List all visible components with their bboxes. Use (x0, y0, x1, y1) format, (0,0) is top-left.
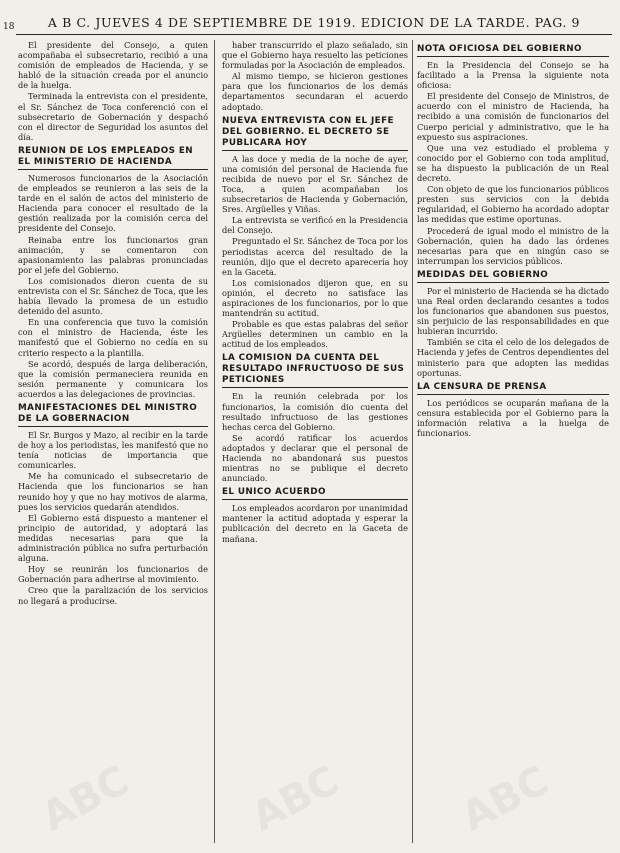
column-2 (222, 40, 408, 843)
paragraph: El Gobierno está dispuesto a mantener el principio de autoridad, y adoptará las medidas necesarias para que la administración pública no sufra perturbación alguna. (18, 512, 208, 564)
paragraph: Probable es que estas palabras del señor Argüelles determinen un cambio en la actitud de los empleados. (222, 319, 408, 350)
paragraph: Se acordó, después de larga deliberación, que la comisión permaneciera reunida en sesión permanente y comunicara los acuerdos a las delegaciones de provincias. (18, 358, 208, 399)
watermark-logo: ABC (454, 757, 557, 841)
paragraph: El presidente del Consejo de Ministros, de acuerdo con el ministro de Hacienda, ha recibido a una comisión de funcionarios del Cuerpo pericial y administrativo, que le ha expuesto sus aspiraciones. (417, 91, 609, 142)
paragraph: En la reunión celebrada por los funcionarios, la comisión dio cuenta del resultado infructuoso de las gestiones hechas cerca del Gobierno. (222, 391, 408, 432)
paragraph: Creo que la paralización de los servicios no llegará a producirse. (18, 585, 208, 606)
section-headline: EL UNICO ACUERDO (222, 487, 408, 500)
paragraph: El presidente del Consejo, a quien acompañaba el subsecretario, recibió a una comisión de empleados de Hacienda, y se habló de la situación creada por el anuncio de la huelga. (18, 40, 208, 91)
paragraph: Se acordó ratificar los acuerdos adoptados y declarar que el personal de Hacienda no abandonará sus puestos mientras no se publique el decreto anunciado. (222, 432, 408, 484)
paragraph: Me ha comunicado el subsecretario de Hacienda que los funcionarios se han reunido hoy y que no hay motivos de alarma, pues los servicios quedarán atendidos. (18, 471, 208, 512)
watermark-logo: ABC (34, 757, 137, 841)
paragraph: Los comisionados dijeron que, en su opinión, el decreto no satisface las aspiraciones de los funcionarios, por lo que mantendrán su actitud. (222, 277, 408, 319)
masthead: A B C. JUEVES 4 DE SEPTIEMBRE DE 1919. EDICION DE LA TARDE. PAG. 9 (16, 12, 612, 35)
paragraph: En una conferencia que tuvo la comisión con el ministro de Hacienda, éste les manifestó que el Gobierno no cedía en su criterio respecto a la plantilla. (18, 317, 208, 358)
paragraph: En la Presidencia del Consejo se ha facilitado a la Prensa la siguiente nota oficiosa: (417, 60, 609, 91)
section-headline: MEDIDAS DEL GOBIERNO (417, 270, 609, 283)
paragraph: Por el ministerio de Hacienda se ha dictado una Real orden declarando cesantes a todos los funcionarios que abandonen sus puestos, sin perjuicio de las responsabilidades en que hubieran incurrido. (417, 285, 609, 337)
paragraph: Los periódicos se ocuparán mañana de la censura establecida por el Gobierno para la información relativa a la huelga de funcionarios. (417, 397, 609, 438)
section-headline: MANIFESTACIONES DEL MINISTRO DE LA GOBERNACION (18, 403, 208, 427)
paragraph: Numerosos funcionarios de la Asociación de empleados se reunieron a las seis de la tarde en el salón de actos del ministerio de Hacienda para conocer el resultado de la gestión realizada por la comisión cerca del presidente del Consejo. (18, 172, 208, 234)
section-headline: NOTA OFICIOSA DEL GOBIERNO (417, 44, 609, 57)
column-rule (412, 40, 413, 843)
column-1 (18, 40, 208, 843)
paragraph: Procederá de igual modo el ministro de la Gobernación, quien ha dado las órdenes necesarias para que en ningún caso se interrumpan los servicios públicos. (417, 225, 609, 266)
page-number: 18 (3, 22, 15, 32)
section-headline: REUNION DE LOS EMPLEADOS EN EL MINISTERIO DE HACIENDA (18, 146, 208, 170)
paragraph: También se cita el celo de los delegados de Hacienda y jefes de Centros dependientes del ministerio para que adopten las medidas oportunas. (417, 337, 609, 378)
section-headline: LA COMISION DA CUENTA DEL RESULTADO INFRUCTUOSO DE SUS PETICIONES (222, 353, 408, 388)
paragraph: El Sr. Burgos y Mazo, al recibir en la tarde de hoy a los periodistas, les manifestó que no tenía noticias de importancia que comunicarles. (18, 430, 208, 471)
paragraph: Preguntado el Sr. Sánchez de Toca por los periodistas acerca del resultado de la reunión, dijo que el decreto aparecería hoy en la Gaceta. (222, 236, 408, 277)
paragraph: Los empleados acordaron por unanimidad mantener la actitud adoptada y esperar la publicación del decreto en la Gaceta de mañana. (222, 503, 408, 544)
column-3 (417, 40, 609, 843)
paragraph: Con objeto de que los funcionarios públicos presten sus servicios con la debida regularidad, el Gobierno ha acordado adoptar las medidas que estime oportunas. (417, 184, 609, 225)
paragraph: A las doce y media de la noche de ayer, una comisión del personal de Hacienda fue recibida de nuevo por el Sr. Sánchez de Toca, a quien acompañaban los subsecretarios de Hacienda y Gobernación, Sres. Argüelles y Viñas. (222, 153, 408, 215)
paragraph: Hoy se reunirán los funcionarios de Gobernación para adherirse al movimiento. (18, 564, 208, 585)
section-headline: NUEVA ENTREVISTA CON EL JEFE DEL GOBIERNO. EL DECRETO SE PUBLICARA HOY (222, 116, 408, 151)
paragraph: Que una vez estudiado el problema y conocido por el Gobierno con toda amplitud, se ha dispuesto la publicación de un Real decreto. (417, 142, 609, 184)
watermark-logo: ABC (244, 757, 347, 841)
column-rule (214, 40, 215, 843)
section-headline: LA CENSURA DE PRENSA (417, 382, 609, 395)
paragraph: Al mismo tiempo, se hicieron gestiones para que los funcionarios de los demás departamentos secundaran el acuerdo adoptado. (222, 71, 408, 112)
paragraph: haber transcurrido el plazo señalado, sin que el Gobierno haya resuelto las peticiones formuladas por la Asociación de empleados. (222, 40, 408, 71)
paragraph: Terminada la entrevista con el presidente, el Sr. Sánchez de Toca conferenció con el subsecretario de Gobernación y despachó con el director de Seguridad los asuntos del día. (18, 91, 208, 142)
paragraph: La entrevista se verificó en la Presidencia del Consejo. (222, 215, 408, 236)
paragraph: Los comisionados dieron cuenta de su entrevista con el Sr. Sánchez de Toca, que les había llevado la promesa de un estudio detenido del asunto. (18, 275, 208, 317)
paragraph: Reinaba entre los funcionarios gran animación, y se comentaron con apasionamiento las palabras pronunciadas por el jefe del Gobierno. (18, 234, 208, 275)
